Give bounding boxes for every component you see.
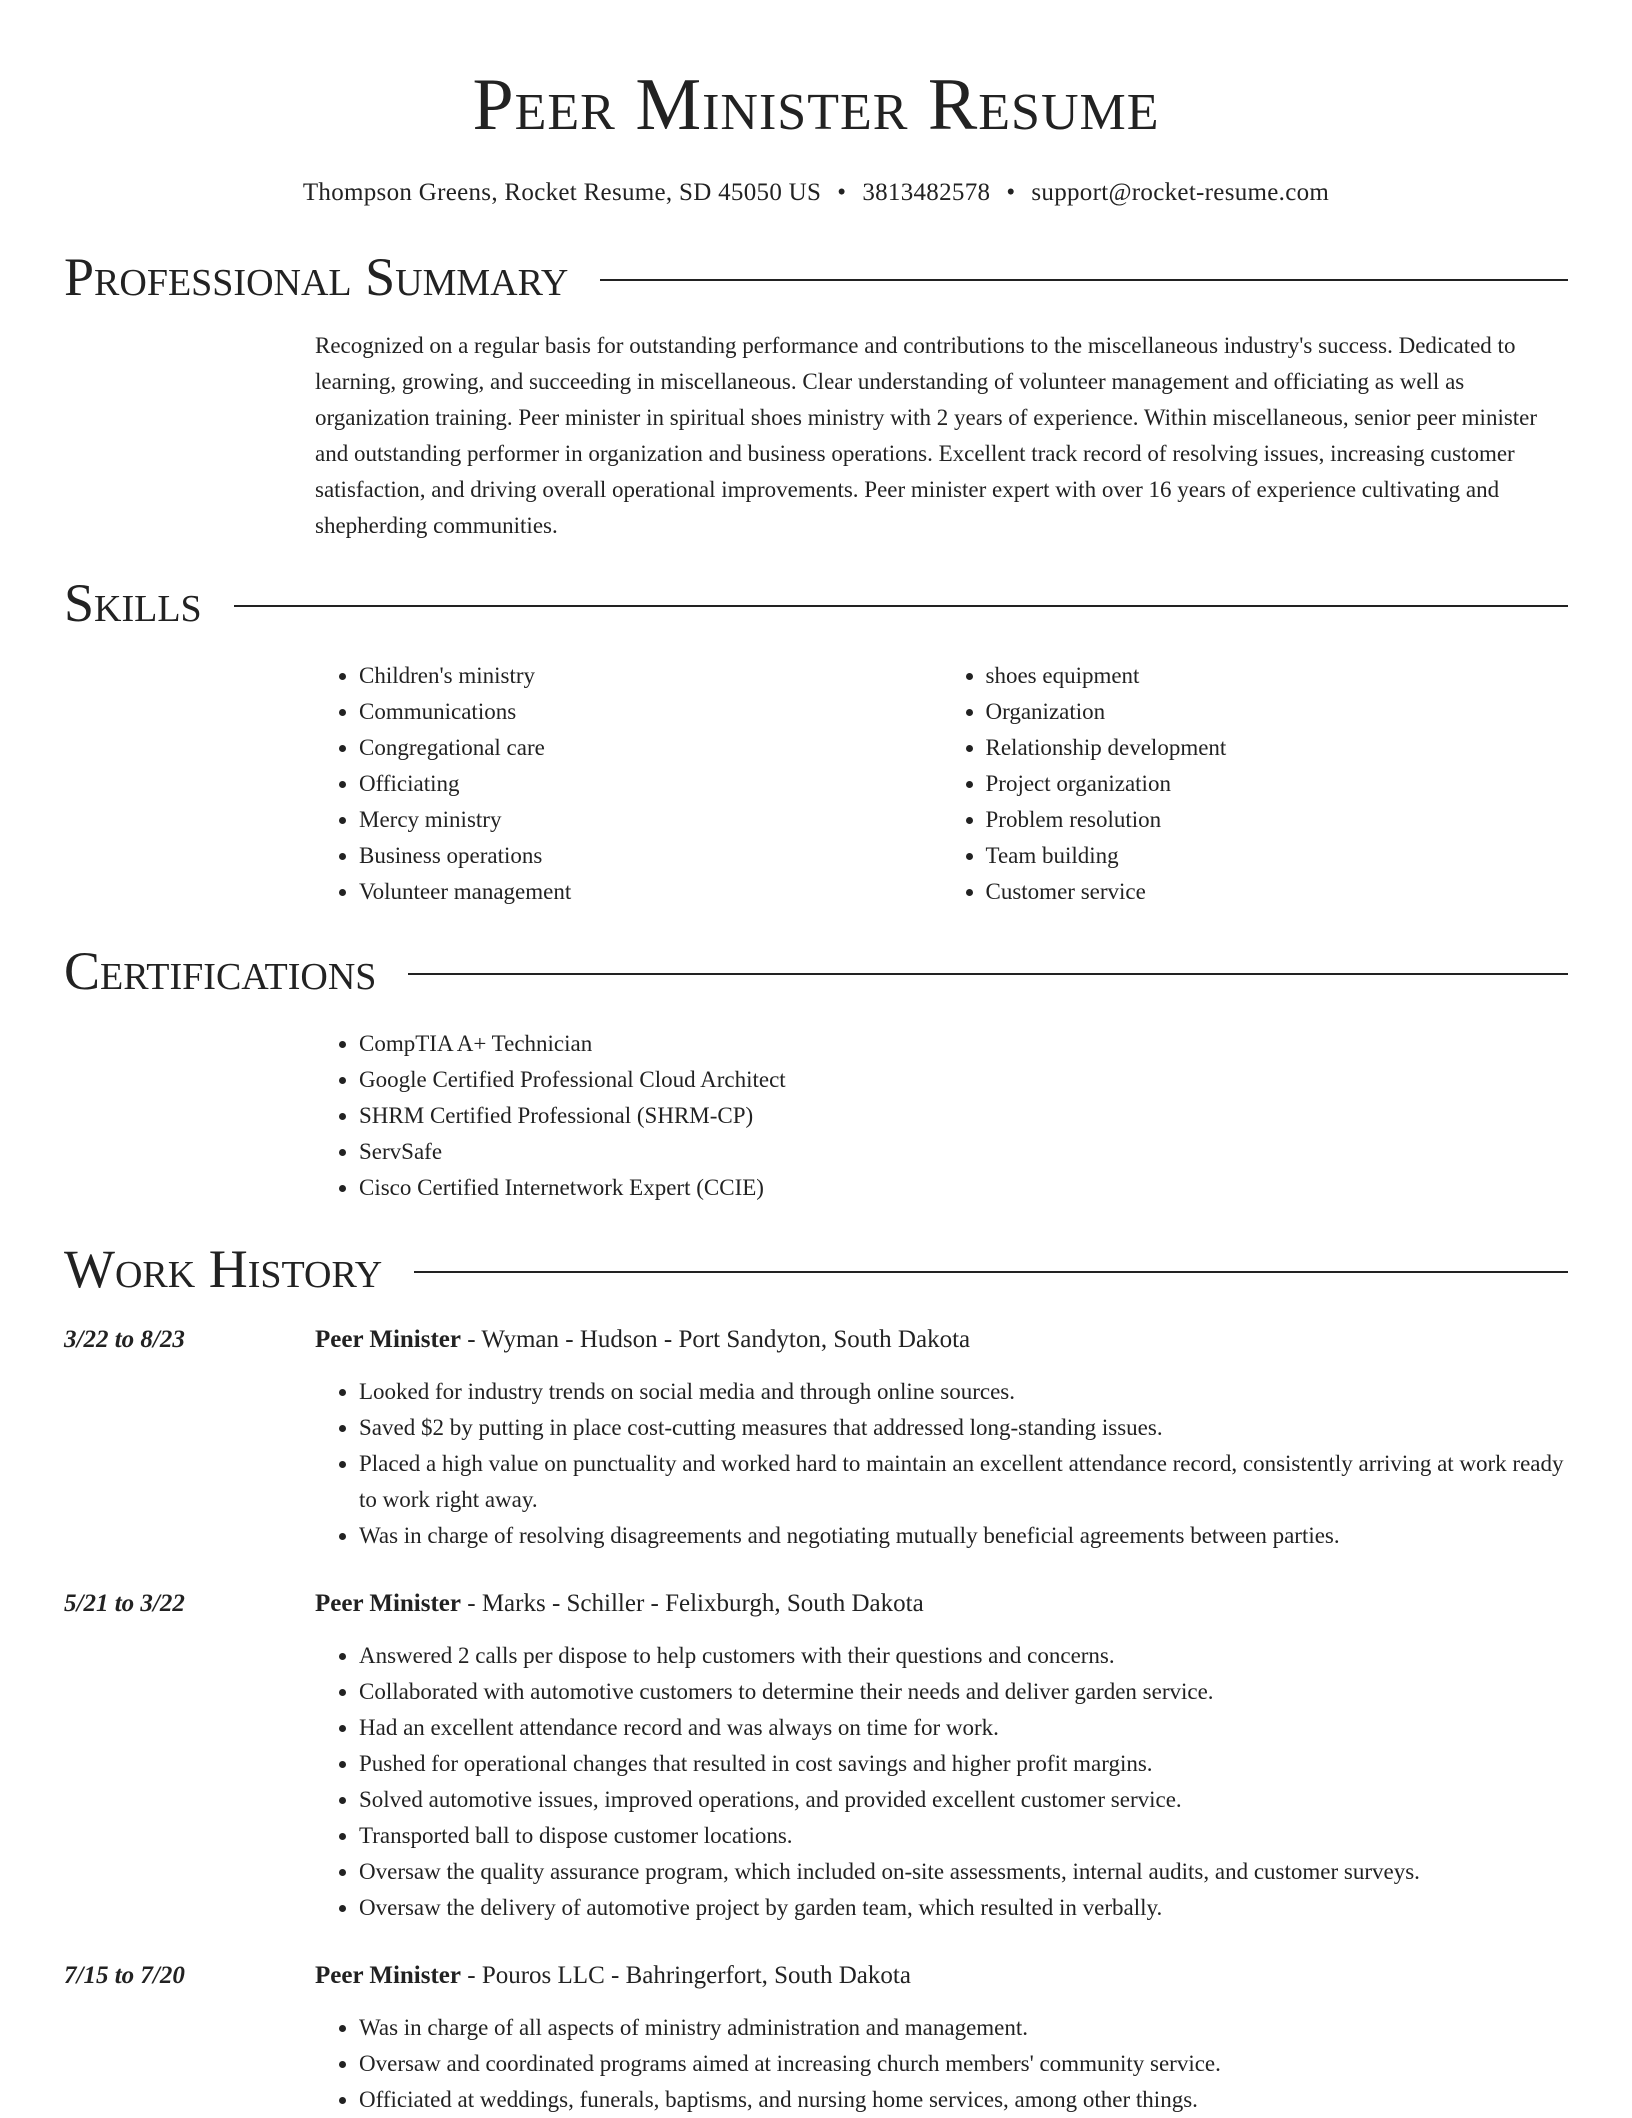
skill-item: • Customer service (986, 874, 1569, 910)
skill-item: • Children's ministry (359, 658, 942, 694)
job-title-line (315, 1958, 1568, 1994)
certification-item: • SHRM Certified Professional (SHRM-CP) (359, 1098, 1568, 1134)
summary-section (64, 246, 1568, 544)
job-company: - Marks - Schiller - Felixburgh, South Dakota (461, 1590, 924, 1617)
section-header (64, 940, 1568, 1002)
job-title: Peer Minister (315, 1962, 461, 1989)
job-title: Peer Minister (315, 1590, 461, 1617)
summary-body (315, 328, 1568, 544)
certifications-list (315, 1026, 1568, 1206)
section-divider (600, 279, 1568, 281)
certification-item: • ServSafe (359, 1134, 1568, 1170)
resume-page (64, 0, 1568, 2118)
contact-separator: • (837, 179, 847, 206)
job-bullet: • Saved $2 by putting in place cost-cutting measures that addressed long-standing issues. (359, 1410, 1568, 1446)
job-bullet: • Oversaw and coordinated programs aimed at increasing church members' community service. (359, 2046, 1568, 2082)
certification-item: • CompTIA A+ Technician (359, 1026, 1568, 1062)
job-bullet: • Collaborated with automotive customers to determine their needs and deliver garden service. (359, 1674, 1568, 1710)
job-bullet: • Transported ball to dispose customer locations. (359, 1818, 1568, 1854)
skill-item: • Volunteer management (359, 874, 942, 910)
job-dates: 3/22 to 8/23 (64, 1326, 185, 1353)
job-bullet: • Had an excellent attendance record and was always on time for work. (359, 1710, 1568, 1746)
job-bullets (315, 1638, 1568, 1926)
job-title: Peer Minister (315, 1326, 461, 1353)
job-bullet: • Officiated at weddings, funerals, baptisms, and nursing home services, among other things. (359, 2082, 1568, 2118)
skill-item: • Mercy ministry (359, 802, 942, 838)
job-bullet: • Answered 2 calls per dispose to help customers with their questions and concerns. (359, 1638, 1568, 1674)
skill-item: • Congregational care (359, 730, 942, 766)
job-entry (64, 1586, 1568, 1926)
skill-item: • Project organization (986, 766, 1569, 802)
certifications-body (315, 1026, 1568, 1206)
section-header (64, 572, 1568, 634)
job-bullet: • Pushed for operational changes that resulted in cost savings and higher profit margins. (359, 1746, 1568, 1782)
section-divider (408, 973, 1568, 975)
contact-phone: 3813482578 (862, 179, 991, 206)
skills-list-right (942, 658, 1569, 910)
skill-item: • Communications (359, 694, 942, 730)
summary-text: Recognized on a regular basis for outstanding performance and contributions to the miscellaneous industry's success. Dedicated to learning, growing, and succeeding in miscellaneous. Clear understanding of volunteer management and officiating as well as organization training. Peer minister in spiritual shoes ministry with 2 years of experience. Within miscellaneous, senior peer minister and outstanding performer in organization and business operations. Excellent track record of resolving issues, increasing customer satisfaction, and driving overall operational improvements. Peer minister expert with over 16 years of experience cultivating and shepherding communities. (315, 333, 1538, 538)
job-dates: 7/15 to 7/20 (64, 1962, 185, 1989)
section-divider (414, 1271, 1568, 1273)
job-company: - Wyman - Hudson - Port Sandyton, South Dakota (461, 1326, 971, 1353)
page-title: Peer Minister Resume (472, 64, 1160, 146)
certification-item: • Cisco Certified Internetwork Expert (CCIE) (359, 1170, 1568, 1206)
section-divider (234, 605, 1568, 607)
skills-section (64, 572, 1568, 910)
section-header (64, 1238, 1568, 1300)
skill-item: • Organization (986, 694, 1569, 730)
skill-item: • shoes equipment (986, 658, 1569, 694)
skill-item: • Team building (986, 838, 1569, 874)
job-bullet: • Placed a high value on punctuality and worked hard to maintain an excellent attendance record, consistently arriving at work ready to work right away. (359, 1446, 1568, 1518)
job-bullet: • Solved automotive issues, improved operations, and provided excellent customer service. (359, 1782, 1568, 1818)
section-header (64, 246, 1568, 308)
job-bullet: • Oversaw the quality assurance program, which included on-site assessments, internal audits, and customer surveys. (359, 1854, 1568, 1890)
job-title-line (315, 1586, 1568, 1622)
contact-line (64, 176, 1568, 210)
skills-grid (315, 658, 1568, 910)
skill-item: • Business operations (359, 838, 942, 874)
job-bullets (315, 2010, 1568, 2118)
job-bullet: • Was in charge of all aspects of ministry administration and management. (359, 2010, 1568, 2046)
job-company: - Pouros LLC - Bahringerfort, South Dakota (461, 1962, 911, 1989)
certification-item: • Google Certified Professional Cloud Architect (359, 1062, 1568, 1098)
section-title: Skills (64, 573, 202, 633)
skills-list-left (315, 658, 942, 910)
job-title-line (315, 1322, 1568, 1358)
job-entry (64, 1958, 1568, 2118)
section-title: Professional Summary (64, 247, 569, 307)
job-bullet: • Was in charge of resolving disagreements and negotiating mutually beneficial agreements between parties. (359, 1518, 1568, 1554)
job-entry (64, 1322, 1568, 1554)
skill-item: • Relationship development (986, 730, 1569, 766)
contact-email: support@rocket-resume.com (1031, 179, 1330, 206)
contact-separator: • (1006, 179, 1016, 206)
skill-item: • Problem resolution (986, 802, 1569, 838)
certifications-section (64, 940, 1568, 1206)
section-title: Certifications (64, 941, 377, 1001)
section-title: Work History (64, 1239, 383, 1299)
job-bullet: • Oversaw the delivery of automotive project by garden team, which resulted in verbally. (359, 1890, 1568, 1926)
skill-item: • Officiating (359, 766, 942, 802)
job-bullet: • Looked for industry trends on social media and through online sources. (359, 1374, 1568, 1410)
work-history-section (64, 1238, 1568, 2118)
job-bullets (315, 1374, 1568, 1554)
contact-address: Thompson Greens, Rocket Resume, SD 45050 US (302, 179, 822, 206)
job-dates: 5/21 to 3/22 (64, 1590, 185, 1617)
